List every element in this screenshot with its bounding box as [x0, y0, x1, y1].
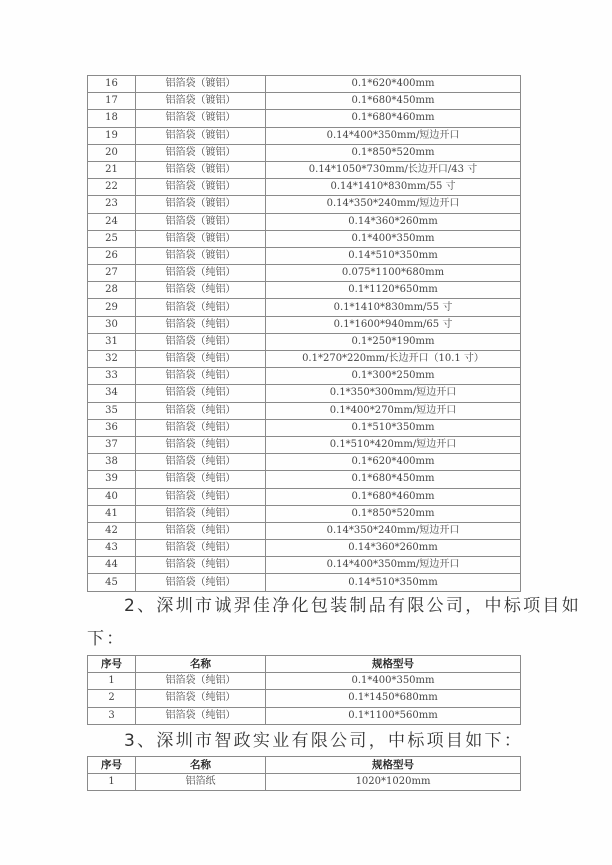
- table-row: [88, 333, 521, 350]
- table-row: [88, 93, 521, 110]
- table-row: [88, 368, 521, 385]
- cell-name: 铝箔袋（纯铝）: [136, 333, 266, 350]
- table-row: [88, 402, 521, 419]
- cell-serial-no: 43: [88, 540, 136, 557]
- cell-name: 铝箔袋（纯铝）: [136, 402, 266, 419]
- cell-serial-no: 35: [88, 402, 136, 419]
- cell-spec: 0.1*1450*680mm: [266, 690, 521, 707]
- cell-serial-no: 16: [88, 76, 136, 93]
- cell-spec: 0.1*680*450mm: [266, 93, 521, 110]
- cell-spec: 0.1*1600*940mm/65 寸: [266, 316, 521, 333]
- cell-name: 铝箔袋（纯铝）: [136, 265, 266, 282]
- cell-spec: 0.1*400*350mm: [266, 230, 521, 247]
- table-row: [88, 76, 521, 93]
- cell-name: 铝箔袋（纯铝）: [136, 690, 266, 707]
- cell-name: 铝箔袋（纯铝）: [136, 419, 266, 436]
- table-row: [88, 127, 521, 144]
- table-row: [88, 213, 521, 230]
- cell-serial-no: 42: [88, 522, 136, 539]
- cell-name: 铝箔袋（纯铝）: [136, 299, 266, 316]
- cell-name: 铝箔袋（纯铝）: [136, 557, 266, 574]
- cell-spec: 0.1*620*400mm: [266, 76, 521, 93]
- cell-spec: 0.1*850*520mm: [266, 505, 521, 522]
- cell-name: 铝箔袋（镀铝）: [136, 76, 266, 93]
- table-row: [88, 299, 521, 316]
- cell-name: 铝箔袋（纯铝）: [136, 540, 266, 557]
- cell-name: 铝箔袋（纯铝）: [136, 351, 266, 368]
- cell-name: 铝箔袋（镀铝）: [136, 93, 266, 110]
- cell-spec: 0.1*1410*830mm/55 寸: [266, 299, 521, 316]
- table-row: [88, 385, 521, 402]
- table-row: [88, 540, 521, 557]
- cell-serial-no: 30: [88, 316, 136, 333]
- cell-spec: 0.1*400*270mm/短边开口: [266, 402, 521, 419]
- table-row: [88, 673, 521, 690]
- cell-spec: 0.1*680*450mm: [266, 471, 521, 488]
- cell-name: 铝箔袋（纯铝）: [136, 574, 266, 591]
- cell-spec: 0.14*400*350mm/短边开口: [266, 127, 521, 144]
- cell-serial-no: 2: [88, 690, 136, 707]
- cell-serial-no: 17: [88, 93, 136, 110]
- table-row: [88, 454, 521, 471]
- cell-serial-no: 32: [88, 351, 136, 368]
- cell-spec: 0.1*250*190mm: [266, 333, 521, 350]
- section-2-table: [87, 655, 521, 725]
- table-row: [88, 488, 521, 505]
- cell-serial-no: 18: [88, 110, 136, 127]
- cell-serial-no: 28: [88, 282, 136, 299]
- cell-serial-no: 38: [88, 454, 136, 471]
- section-3-table-body: [88, 774, 521, 791]
- cell-spec: 1020*1020mm: [266, 774, 521, 791]
- cell-serial-no: 36: [88, 419, 136, 436]
- cell-name: 铝箔袋（纯铝）: [136, 454, 266, 471]
- table-row: [88, 774, 521, 791]
- cell-spec: 0.14*1410*830mm/55 寸: [266, 179, 521, 196]
- table-row: [88, 282, 521, 299]
- table-header-row: [88, 656, 521, 673]
- table-row: [88, 316, 521, 333]
- cell-name: 铝箔袋（镀铝）: [136, 230, 266, 247]
- cell-serial-no: 24: [88, 213, 136, 230]
- section-3-heading: 3、深圳市智政实业有限公司，中标项目如下：: [124, 731, 524, 751]
- cell-spec: 0.14*350*240mm/短边开口: [266, 522, 521, 539]
- cell-serial-no: 41: [88, 505, 136, 522]
- cell-name: 铝箔袋（纯铝）: [136, 282, 266, 299]
- cell-serial-no: 21: [88, 161, 136, 178]
- table-row: [88, 419, 521, 436]
- cell-name: 铝箔袋（纯铝）: [136, 488, 266, 505]
- header-serial-no: 序号: [88, 656, 136, 673]
- cell-name: 铝箔袋（镀铝）: [136, 196, 266, 213]
- table-row: [88, 436, 521, 453]
- cell-name: 铝箔袋（纯铝）: [136, 316, 266, 333]
- cell-spec: 0.14*360*260mm: [266, 213, 521, 230]
- cell-spec: 0.1*270*220mm/长边开口（10.1 寸）: [266, 351, 521, 368]
- table-row: [88, 557, 521, 574]
- cell-serial-no: 45: [88, 574, 136, 591]
- cell-spec: 0.1*1120*650mm: [266, 282, 521, 299]
- table-header-row: [88, 757, 521, 774]
- table-row: [88, 247, 521, 264]
- cell-name: 铝箔纸: [136, 774, 266, 791]
- cell-name: 铝箔袋（纯铝）: [136, 522, 266, 539]
- cell-spec: 0.075*1100*680mm: [266, 265, 521, 282]
- table-row: [88, 265, 521, 282]
- cell-serial-no: 39: [88, 471, 136, 488]
- table-row: [88, 110, 521, 127]
- header-serial-no: 序号: [88, 757, 136, 774]
- cell-name: 铝箔袋（镀铝）: [136, 213, 266, 230]
- table-row: [88, 505, 521, 522]
- table-row: [88, 707, 521, 724]
- cell-spec: 0.14*350*240mm/短边开口: [266, 196, 521, 213]
- cell-serial-no: 19: [88, 127, 136, 144]
- section-3-table: [87, 756, 521, 791]
- header-spec: 规格型号: [266, 757, 521, 774]
- table-row: [88, 230, 521, 247]
- table-row: [88, 196, 521, 213]
- cell-name: 铝箔袋（纯铝）: [136, 707, 266, 724]
- table-row: [88, 522, 521, 539]
- section-2-heading-continued: 下：: [87, 629, 126, 649]
- cell-serial-no: 34: [88, 385, 136, 402]
- cell-serial-no: 25: [88, 230, 136, 247]
- cell-name: 铝箔袋（镀铝）: [136, 247, 266, 264]
- cell-name: 铝箔袋（镀铝）: [136, 179, 266, 196]
- cell-name: 铝箔袋（纯铝）: [136, 505, 266, 522]
- section-2-table-body: [88, 673, 521, 725]
- cell-name: 铝箔袋（纯铝）: [136, 673, 266, 690]
- section-2-heading: 2、深圳市诚羿佳净化包装制品有限公司，中标项目如: [124, 596, 582, 616]
- cell-name: 铝箔袋（镀铝）: [136, 110, 266, 127]
- table-row: [88, 351, 521, 368]
- cell-serial-no: 33: [88, 368, 136, 385]
- table-row: [88, 690, 521, 707]
- cell-serial-no: 26: [88, 247, 136, 264]
- cell-spec: 0.14*360*260mm: [266, 540, 521, 557]
- cell-spec: 0.1*620*400mm: [266, 454, 521, 471]
- cell-name: 铝箔袋（镀铝）: [136, 161, 266, 178]
- cell-spec: 0.1*510*420mm/短边开口: [266, 436, 521, 453]
- cell-serial-no: 40: [88, 488, 136, 505]
- cell-spec: 0.14*1050*730mm/长边开口/43 寸: [266, 161, 521, 178]
- main-items-table: [87, 75, 521, 592]
- table-row: [88, 144, 521, 161]
- cell-serial-no: 31: [88, 333, 136, 350]
- cell-serial-no: 23: [88, 196, 136, 213]
- header-spec: 规格型号: [266, 656, 521, 673]
- cell-serial-no: 3: [88, 707, 136, 724]
- main-items-table-body: [88, 76, 521, 592]
- cell-serial-no: 44: [88, 557, 136, 574]
- cell-name: 铝箔袋（纯铝）: [136, 368, 266, 385]
- cell-spec: 0.1*400*350mm: [266, 673, 521, 690]
- cell-name: 铝箔袋（纯铝）: [136, 436, 266, 453]
- table-row: [88, 161, 521, 178]
- table-row: [88, 179, 521, 196]
- cell-name: 铝箔袋（纯铝）: [136, 471, 266, 488]
- cell-spec: 0.1*1100*560mm: [266, 707, 521, 724]
- cell-spec: 0.14*510*350mm: [266, 574, 521, 591]
- header-name: 名称: [136, 757, 266, 774]
- cell-serial-no: 27: [88, 265, 136, 282]
- cell-serial-no: 22: [88, 179, 136, 196]
- cell-spec: 0.14*510*350mm: [266, 247, 521, 264]
- table-row: [88, 471, 521, 488]
- cell-serial-no: 1: [88, 774, 136, 791]
- table-row: [88, 574, 521, 591]
- cell-spec: 0.1*850*520mm: [266, 144, 521, 161]
- cell-serial-no: 29: [88, 299, 136, 316]
- cell-serial-no: 20: [88, 144, 136, 161]
- cell-name: 铝箔袋（镀铝）: [136, 144, 266, 161]
- cell-spec: 0.1*680*460mm: [266, 110, 521, 127]
- cell-spec: 0.1*350*300mm/短边开口: [266, 385, 521, 402]
- cell-name: 铝箔袋（纯铝）: [136, 385, 266, 402]
- cell-serial-no: 37: [88, 436, 136, 453]
- cell-spec: 0.1*300*250mm: [266, 368, 521, 385]
- cell-spec: 0.14*400*350mm/短边开口: [266, 557, 521, 574]
- cell-spec: 0.1*680*460mm: [266, 488, 521, 505]
- header-name: 名称: [136, 656, 266, 673]
- cell-name: 铝箔袋（镀铝）: [136, 127, 266, 144]
- cell-serial-no: 1: [88, 673, 136, 690]
- cell-spec: 0.1*510*350mm: [266, 419, 521, 436]
